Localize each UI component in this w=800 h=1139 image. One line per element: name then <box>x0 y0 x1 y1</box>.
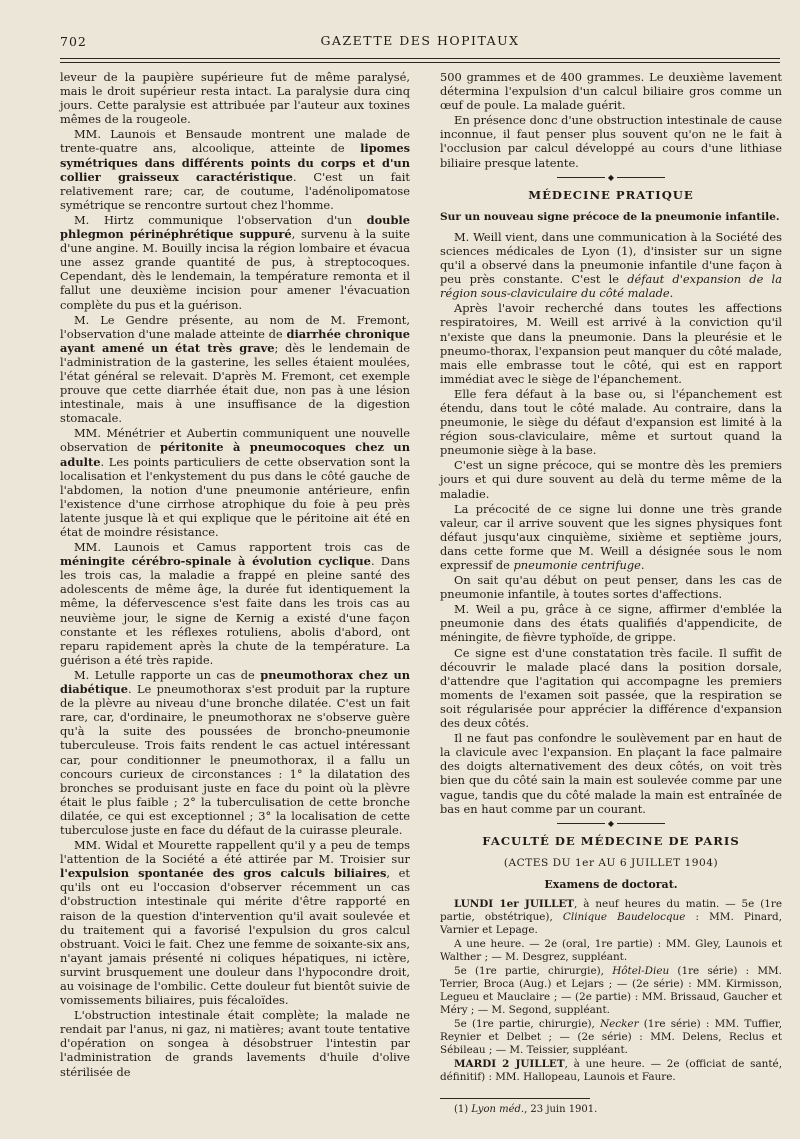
list-item: 5e (1re partie, chirurgie), Hôtel-Dieu (1re série) : MM. Terrier, Broca (Aug.) et Lejars ; — (2e série) : MM. Kirmisson, Legueu et Mauclaire ; — (2e partie) : MM. Brissaud, Gaucher et Méry ; — M. Segond, suppléant. <box>440 964 782 1016</box>
faculty-subtitle: (ACTES DU 1er AU 6 JUILLET 1904) <box>503 856 719 869</box>
page-number: 702 <box>60 34 87 49</box>
ornament-divider: ◆ <box>440 174 782 182</box>
header-rule-top <box>60 58 780 59</box>
paragraph: Après l'avoir recherché dans toutes les affections respiratoires, M. Weill est arrivé à la conviction qu'il n'existe que dans la pneumonie. Dans la pleurésie et le pneumo-thorax, l'expansion peut manquer du côté malade, mais elle embrasse tout le côté, qui est en rapport immédiat avec le siège de l'épanchement. <box>440 301 782 386</box>
list-item: LUNDI 1er JUILLET, à neuf heures du matin. — 5e (1re partie, obstétrique), Clinique Baudelocque : MM. Pinard, Varnier et Lepage. <box>440 897 783 936</box>
paragraph: On sait qu'au début on peut penser, dans les cas de pneumonie infantile, à toutes sortes d'affections. <box>440 573 782 602</box>
paragraph: Elle fera défaut à la base ou, si l'épanchement est étendu, dans tout le côté malade. Au contraire, dans la pneumonie, le siège du défaut d'expansion est limité à la région sous-claviculaire, même et surtout quand la pneumonie siège à la base. <box>440 386 782 458</box>
exams-title: Examens de doctorat. <box>544 877 678 891</box>
page-header <box>60 30 780 50</box>
paragraph: M. Weill vient, dans une communication à la Société des sciences médicales de Lyon (1), d'insister sur un signe qu'il a observé dans la pneumonie infantile d'une façon à peu près constante. C'est le défaut d'expansion de la région sous-claviculaire du côté malade. <box>440 229 782 301</box>
paragraph: MM. Launois et Camus rapportent trois cas de méningite cérébro-spinale à évolution cyclique. Dans les trois cas, la maladie a frappé en pleine santé des adolescents de même âge, la durée fut identiquement la même, la défervescence s'est faite dans les trois cas au neuvième jour, le signe de Kernig a existé d'une façon constante et les réflexes rotuliens, abolis d'abord, ont reparu rapidement après la chute de la température. La guérison a été très rapide. <box>60 540 410 667</box>
paragraph: L'obstruction intestinale était complète; la malade ne rendait par l'anus, ni gaz, ni matières; avant toute tentative d'opération on songea à désobstruer l'intestin par l'administration de grands lavements d'huile d'olive stérilisée de <box>60 1008 410 1079</box>
ornament-divider: ◆ <box>440 820 782 828</box>
paragraph: M. Weil a pu, grâce à ce signe, affirmer d'emblée la pneumonie dans des états qualifiés d'appendicite, de méningite, de fièvre typhoïde, de grippe. <box>440 602 782 645</box>
right-column <box>440 70 782 1118</box>
header-rule-bottom <box>60 62 780 63</box>
paragraph: MM. Launois et Bensaude montrent une malade de trente-quatre ans, alcoolique, atteinte de lipomes symétriques dans différents points du corps et d'un collier graisseux caractéristique. C'est un fait relativement rare; car, de coutume, l'adénolipomatose symétrique se rencontre surtout chez l'homme. <box>60 127 410 212</box>
paragraph: M. Letulle rapporte un cas de pneumothorax chez un diabétique. Le pneumothorax s'est produit par la rupture de la plèvre au niveau d'une bronche dilatée. C'est un fait rare, car, d'ordinaire, le pneumothorax ne s'observe guère qu'à la suite des poussées de broncho-pneumonie tuberculeuse. Trois faits rendent le cas actuel intéressant car, pour conditionner le pneumothorax, il a fallu un concours curieux de circonstances : 1° la dilatation des bronches se produisant juste en face du point où la plèvre était le plus faible ; 2° la tuberculisation de cette bronche dilatée, ce qui est exceptionnel ; 3° la localisation de cette tuberculose juste en face du défaut de la cuirasse pleurale. <box>60 667 411 837</box>
paragraph: Il ne faut pas confondre le soulèvement par en haut de la clavicule avec l'expansion. En plaçant la face palmaire des doigts alternativement des deux côtés, on voit très bien que du côté sain la main est soulevée comme par une vague, tandis que du côté malade la main est entraînée de bas en haut comme par un courant. <box>440 731 782 816</box>
faculty-title: FACULTÉ DE MÉDECINE DE PARIS <box>482 833 740 848</box>
paragraph: M. Hirtz communique l'observation d'un double phlegmon périnéphrétique suppuré, survenu à la suite d'une angine. M. Bouilly incisa la région lombaire et évacua une assez grande quantité de pus, à streptocoques. Cependant, dès le lendemain, la température remonta et il fallut une deuxième incision pour amener l'évacuation complète du pus et la guérison. <box>60 212 410 312</box>
list-item: 5e (1re partie, chirurgie), Necker (1re série) : MM. Tuffier, Reynier et Delbet ; — (2e série) : MM. Delens, Reclus et Sébileau ; — M. Teissier, suppléant. <box>440 1017 782 1056</box>
section-subtitle: Sur un nouveau signe précoce de la pneumonie infantile. <box>440 210 780 223</box>
paragraph: leveur de la paupière supérieure fut de même paralysé, mais le droit supérieur resta intact. La paralysie dura cinq jours. Cette paralysie est attribuée par l'auteur aux toxines mêmes de la rougeole. <box>60 70 410 127</box>
list-item: MARDI 2 JUILLET, à une heure. — 2e (officiat de santé, définitif) : MM. Hallopeau, Launois et Faure. <box>440 1057 782 1083</box>
paragraph: Ce signe est d'une constatation très facile. Il suffit de découvrir le malade placé dans la position dorsale, d'attendre que l'agitation qui accompagne les premiers moments de l'examen soit passée, que la respiration se soit régularisée pour apprécier la différence d'expansion des deux côtés. <box>440 645 782 731</box>
footnote: (1) Lyon méd., 23 juin 1901. <box>454 1103 598 1115</box>
paragraph: La précocité de ce signe lui donne une très grande valeur, car il arrive souvent que les signes physiques font défaut jusqu'aux cinquième, sixième et septième jours, dans cette forme que M. Weill a désignée sous le nom expressif de pneumonie centrifuge. <box>440 501 782 572</box>
paragraph: M. Le Gendre présente, au nom de M. Fremont, l'observation d'une malade atteinte de diarrhée chronique ayant amené un état très grave; dès le lendemain de l'administration de la gasterine, les selles étaient moulées, l'état général se relevait. D'après M. Fremont, cet exemple prouve que cette diarrhée était due, non pas à une lésion intestinale, mais à une insuffisance de la digestion stomacale. <box>60 312 410 426</box>
left-column <box>60 70 410 1080</box>
section-title: MÉDECINE PRATIQUE <box>528 187 694 202</box>
paragraph: MM. Ménétrier et Aubertin communiquent une nouvelle observation de péritonite à pneumocoques chez un adulte. Les points particuliers de cette observation sont la localisation et l'enkystement du pus dans le côté gauche de l'abdomen, la notion d'une pneumonie antérieure, enfin l'existence d'une cirrhose atrophique du foie à peu près latente jusque là et qui explique que le péritoine ait été en état de moindre résistance. <box>60 426 410 539</box>
exam-list <box>440 898 782 1084</box>
footnote-rule <box>440 1098 590 1099</box>
paragraph: MM. Widal et Mourette rappellent qu'il y a peu de temps l'attention de la Société a été attirée par M. Troisier sur l'expulsion spontanée des gros calculs biliaires, et qu'ils ont eu l'occasion d'observer récemment un cas d'obstruction intestinale qui mérite d'être rapporté en raison de la question d'intervention qu'il avait soulevée et du traitement qui a favorisé l'expulsion du gros calcul obstruant. Voici le fait. Chez une femme de soixante-six ans, n'ayant jamais présenté ni coliques hépatiques, ni ictère, survint brusquement une douleur dans l'hypocondre droit, au voisinage de l'ombilic. Cette douleur fut bientôt suivie de vomissements biliaires, puis fécaloïdes. <box>60 838 410 1008</box>
journal-title: GAZETTE DES HOPITAUX <box>320 33 520 48</box>
paragraph: C'est un signe précoce, qui se montre dès les premiers jours et qui dure souvent au delà du terme même de la maladie. <box>440 458 782 501</box>
paragraph: 500 grammes et de 400 grammes. Le deuxième lavement détermina l'expulsion d'un calcul biliaire gros comme un œuf de poule. La malade guérit. <box>440 70 782 113</box>
paragraph: En présence donc d'une obstruction intestinale de cause inconnue, il faut penser plus souvent qu'on ne le fait à l'occlusion par calcul développé au cours d'une lithiase biliaire presque latente. <box>440 113 782 170</box>
list-item: A une heure. — 2e (oral, 1re partie) : MM. Gley, Launois et Walther ; — M. Desgrez, suppléant. <box>440 937 782 963</box>
